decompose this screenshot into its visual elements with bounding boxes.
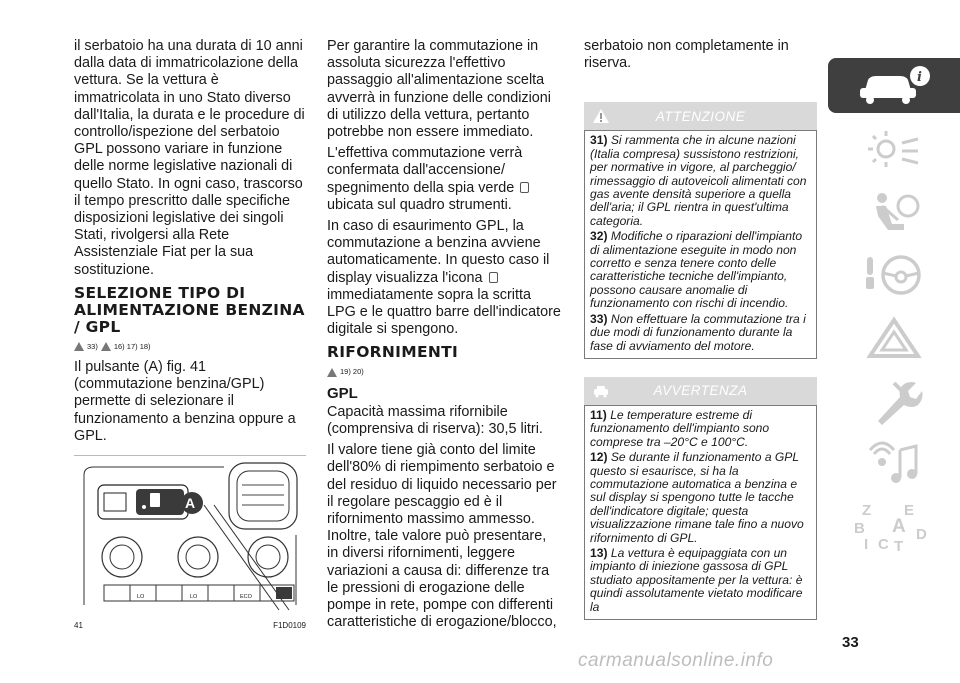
avvertenza-item: 12) Se durante il funzionamento a GPL questo si esaurisce, si ha la commutazione automatica a benzina e sul display si spengono tutte le tacche dell'indicatore digitale; questa visualizzazione rimane tale fino a nuovo rifornimento di GPL. — [590, 450, 804, 545]
figure-code: F1D0109 — [273, 621, 306, 631]
figure-number: 41 — [74, 621, 83, 631]
paragraph-auto-switch: In caso di esaurimento GPL, la commutazione a benzina avviene automaticamente. In questo caso il display visualizza l'icona immediatamente sopra la scritta LPG e le quattro barre dell'indicatore digitale si spengono. — [327, 218, 561, 338]
lights-icon — [864, 127, 924, 171]
attenzione-body — [584, 130, 817, 359]
paragraph-confirmation: L'effettiva commutazione verrà confermata dall'accensione/ spegnimento della spia verde ubicata sul quadro strumenti. — [327, 145, 561, 214]
attenzione-item: 32) Modifiche o riparazioni dell'impianto di alimentazione eseguite in modo non corretto e senza tenere conto delle caratteristiche tecniche dell'impianto, possono causare anomalie di funzionamento con rischi di incendio. — [590, 229, 803, 311]
paragraph-switch-safety: Per garantire la commutazione in assoluta sicurezza l'effettivo passaggio all'alimentazione scelta avverrà in funzione delle condizioni di utilizzo della vettura, pertanto potrebbe non essere immediato. — [327, 38, 551, 141]
column-1 — [74, 38, 306, 631]
reference-marks: 19) 20) — [327, 363, 561, 380]
tab-multimedia[interactable] — [828, 436, 960, 491]
section-heading-refuelling: RIFORNIMENTI — [327, 343, 459, 362]
index-letter: C — [878, 535, 889, 553]
tab-driving[interactable] — [828, 247, 960, 302]
index-icon — [854, 501, 934, 555]
reference-marks — [74, 338, 306, 355]
tab-lights[interactable] — [828, 121, 960, 176]
attenzione-title: ATTENZIONE — [655, 108, 746, 124]
fuel-pump-icon — [489, 272, 498, 283]
paragraph-continued: serbatoio non completamente in riserva. — [584, 38, 789, 72]
warning-icon — [864, 316, 924, 360]
button-label-lo-2: LO — [190, 594, 198, 601]
index-letter: I — [864, 535, 869, 553]
subheading-gpl: GPL — [327, 384, 358, 402]
button-label-eco: ECO — [240, 594, 252, 601]
tab-index[interactable] — [828, 499, 960, 554]
attenzione-item: 33) Non effettuare la commutazione tra i due modi di funzionamento durante la fase di avviamento del motore. — [590, 311, 806, 353]
index-letter: A — [892, 515, 906, 537]
car-warning-icon — [592, 383, 610, 399]
warning-triangle-icon — [592, 108, 610, 124]
watermark: carmanualsonline.info — [578, 650, 774, 671]
fuel-pump-icon — [520, 182, 529, 193]
body-paragraph: Il pulsante (A) fig. 41 (commutazione benzina/GPL) permette di selezionare il funzionamento a benzina oppure a GPL. — [74, 359, 296, 444]
attenzione-item: 31) Si rammenta che in alcune nazioni (Italia compresa) sussistono restrizioni, per normative in vigore, al parcheggio/ rimessaggio di autoveicoli alimentati con gas avente densità superiore a quella dell'aria; il GPL rientra in quest'ultima categoria. — [590, 133, 807, 228]
warning-triangle-icon — [74, 342, 84, 351]
tab-car-info[interactable] — [828, 58, 960, 113]
index-letter: B — [854, 519, 865, 537]
chapter-sidebar — [828, 58, 960, 562]
car-warning-icon — [327, 368, 337, 377]
index-letter: Z — [862, 501, 872, 519]
steering-wheel-icon — [859, 251, 929, 299]
tab-airbag[interactable] — [828, 184, 960, 239]
button-label-lo-1: LO — [137, 594, 145, 601]
avvertenza-item: 11) Le temperature estreme di funzionamento dell'impianto sono comprese tra –20°C e 100°C. — [590, 407, 770, 449]
column-2 — [327, 38, 561, 636]
attenzione-header — [584, 102, 817, 130]
avvertenza-body — [584, 405, 817, 620]
section-heading-fuel-selection: SELEZIONE TIPO DI ALIMENTAZIONE BENZINA / GPL — [74, 283, 305, 336]
paragraph-capacity-details: Il valore tiene già conto del limite dell'80% di riempimento serbatoio e del residuo di liquido necessario per il regolare pescaggio ed è il rifornimento massimo ammesso. Inoltre, tale valore può presentare, in diversi rifornimenti, leggere variazioni a causa di: differenze tra le pressioni di erogazione delle pompe in rete, pompe con differenti caratteristiche di erogazione/blocco, — [327, 442, 557, 631]
page-number: 33 — [842, 634, 859, 651]
svg-text:i: i — [917, 69, 922, 85]
ref-avvertenza: 16) 17) 18) — [113, 341, 151, 351]
music-icon — [864, 440, 924, 488]
airbag-icon — [864, 188, 924, 236]
index-letter: D — [916, 525, 927, 543]
avvertenza-header — [584, 377, 817, 405]
tab-maintenance[interactable] — [828, 373, 960, 428]
ref-attenzione: 33) — [87, 341, 98, 351]
figure-label-a: A — [185, 495, 196, 512]
wrench-icon — [864, 377, 924, 425]
avvertenza-item: 13) La vettura è equipaggiata con un impianto di iniezione gassosa di GPL studiato appositamente per la vettura: è quindi assolutamente vietato modificare la — [590, 545, 803, 614]
car-info-icon — [854, 64, 934, 108]
car-warning-icon — [101, 342, 111, 351]
avvertenza-box — [584, 377, 817, 620]
index-letter: T — [894, 537, 904, 555]
paragraph-capacity: Capacità massima rifornibile (comprensiva di riserva): 30,5 litri. — [327, 403, 543, 438]
figure-41 — [74, 455, 306, 631]
index-letter: E — [904, 501, 915, 519]
intro-paragraph: il serbatoio ha una durata di 10 anni dalla data di immatricolazione della vettura. Se la vettura è immatricolata in uno Stato diverso dall'Italia, la durata e le procedure di controllo/ispezione del serbatoio GPL possono variare in funzione delle norme legislative nazionali di quello Stato. In ogni caso, trascorso il tempo prescritto dalle specifiche disposizioni legislative dei singoli Stati, rivolgersi alla Rete Assistenziale Fiat per la sua sostituzione. — [74, 38, 305, 278]
column-3 — [584, 38, 817, 620]
attenzione-box — [584, 102, 817, 359]
tab-emergency[interactable] — [828, 310, 960, 365]
avvertenza-title: AVVERTENZA — [653, 383, 748, 399]
